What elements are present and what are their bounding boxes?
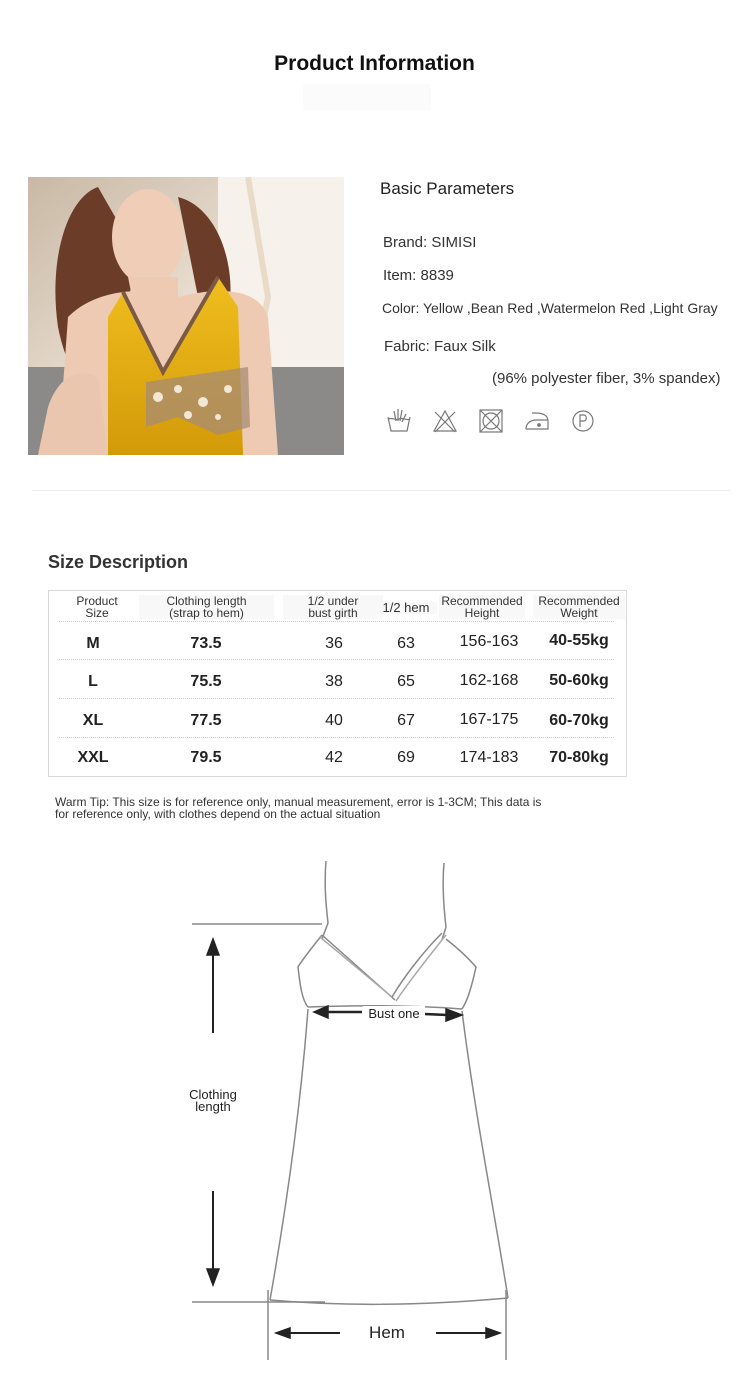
size-table xyxy=(48,590,627,777)
cell-height: 156-163 xyxy=(459,633,519,650)
cell-hem: 69 xyxy=(397,749,415,766)
header-line: 1/2 hem xyxy=(382,600,430,615)
cell-hem: 65 xyxy=(397,673,415,690)
cell-weight: 60-70kg xyxy=(549,712,609,729)
clothing-length-label xyxy=(182,1089,244,1113)
cell-height: 174-183 xyxy=(459,749,519,766)
row-divider xyxy=(59,698,614,699)
do-not-tumble-dry-icon xyxy=(476,407,506,435)
header-clothing-length xyxy=(139,595,274,619)
do-not-bleach-icon xyxy=(430,407,460,435)
basic-parameters-heading: Basic Parameters xyxy=(380,179,515,198)
cell-hem: 63 xyxy=(397,635,415,652)
header-line: Recommended xyxy=(441,594,523,608)
header-recommended-height xyxy=(439,595,525,619)
warm-tip xyxy=(55,796,635,820)
cell-weight: 40-55kg xyxy=(549,632,609,649)
row-divider xyxy=(59,621,614,622)
warm-tip-line: Warm Tip: This size is for reference only, manual measurement, error is 1-3CM; This data is xyxy=(55,795,542,809)
header-line: Recommended xyxy=(538,594,620,608)
header-line: 1/2 under xyxy=(307,594,359,608)
clothing-length-label-line: Clothing xyxy=(189,1087,237,1102)
cell-size: XL xyxy=(82,712,104,729)
size-description-heading: Size Description xyxy=(48,552,189,572)
cell-height: 167-175 xyxy=(459,711,519,728)
header-product-size xyxy=(61,595,133,619)
bust-label: Bust one xyxy=(363,1006,425,1021)
cell-bust: 38 xyxy=(325,673,343,690)
cell-weight: 70-80kg xyxy=(549,749,609,766)
item-number-text: Item: 8839 xyxy=(383,267,454,284)
section-divider xyxy=(32,490,731,491)
title-underlay xyxy=(303,84,431,110)
cell-bust: 36 xyxy=(325,635,343,652)
hem-label: Hem xyxy=(358,1323,416,1343)
cell-weight: 50-60kg xyxy=(549,672,609,689)
cell-hem: 67 xyxy=(397,712,415,729)
header-recommended-weight xyxy=(533,595,625,619)
cell-bust: 42 xyxy=(325,749,343,766)
cell-height: 162-168 xyxy=(459,672,519,689)
cell-bust: 40 xyxy=(325,712,343,729)
page-title: Product Information xyxy=(274,52,475,75)
header-line: Product xyxy=(76,594,118,608)
fabric-composition-text: (96% polyester fiber, 3% spandex) xyxy=(492,370,721,387)
header-line: Weight xyxy=(560,606,598,620)
cell-size: XXL xyxy=(77,749,109,766)
header-line: (strap to hem) xyxy=(169,606,244,620)
cell-size: L xyxy=(88,673,98,690)
cell-length: 75.5 xyxy=(190,673,222,690)
clothing-length-label-line: length xyxy=(195,1099,231,1114)
warm-tip-line: for reference only, with clothes depend on the actual situation xyxy=(55,807,381,821)
header-line: Clothing length xyxy=(166,594,247,608)
fabric-text: Fabric: Faux Silk xyxy=(384,338,496,355)
hand-wash-icon xyxy=(384,407,414,435)
product-photo xyxy=(28,177,344,455)
cell-length: 77.5 xyxy=(190,712,222,729)
measurement-diagram xyxy=(0,855,749,1375)
color-text: Color: Yellow ,Bean Red ,Watermelon Red ,Light Gray xyxy=(382,300,718,316)
brand-text: Brand: SIMISI xyxy=(383,234,477,251)
row-divider xyxy=(59,659,614,660)
header-line: Size xyxy=(85,606,109,620)
row-divider xyxy=(59,737,614,738)
header-line: Height xyxy=(464,606,500,620)
header-under-bust xyxy=(283,595,383,619)
iron-low-icon xyxy=(522,407,552,435)
cell-length: 73.5 xyxy=(190,635,222,652)
dry-clean-p-icon xyxy=(568,407,598,435)
cell-size: M xyxy=(86,635,100,652)
cell-length: 79.5 xyxy=(190,749,222,766)
header-line: bust girth xyxy=(308,606,358,620)
header-half-hem xyxy=(375,602,437,614)
